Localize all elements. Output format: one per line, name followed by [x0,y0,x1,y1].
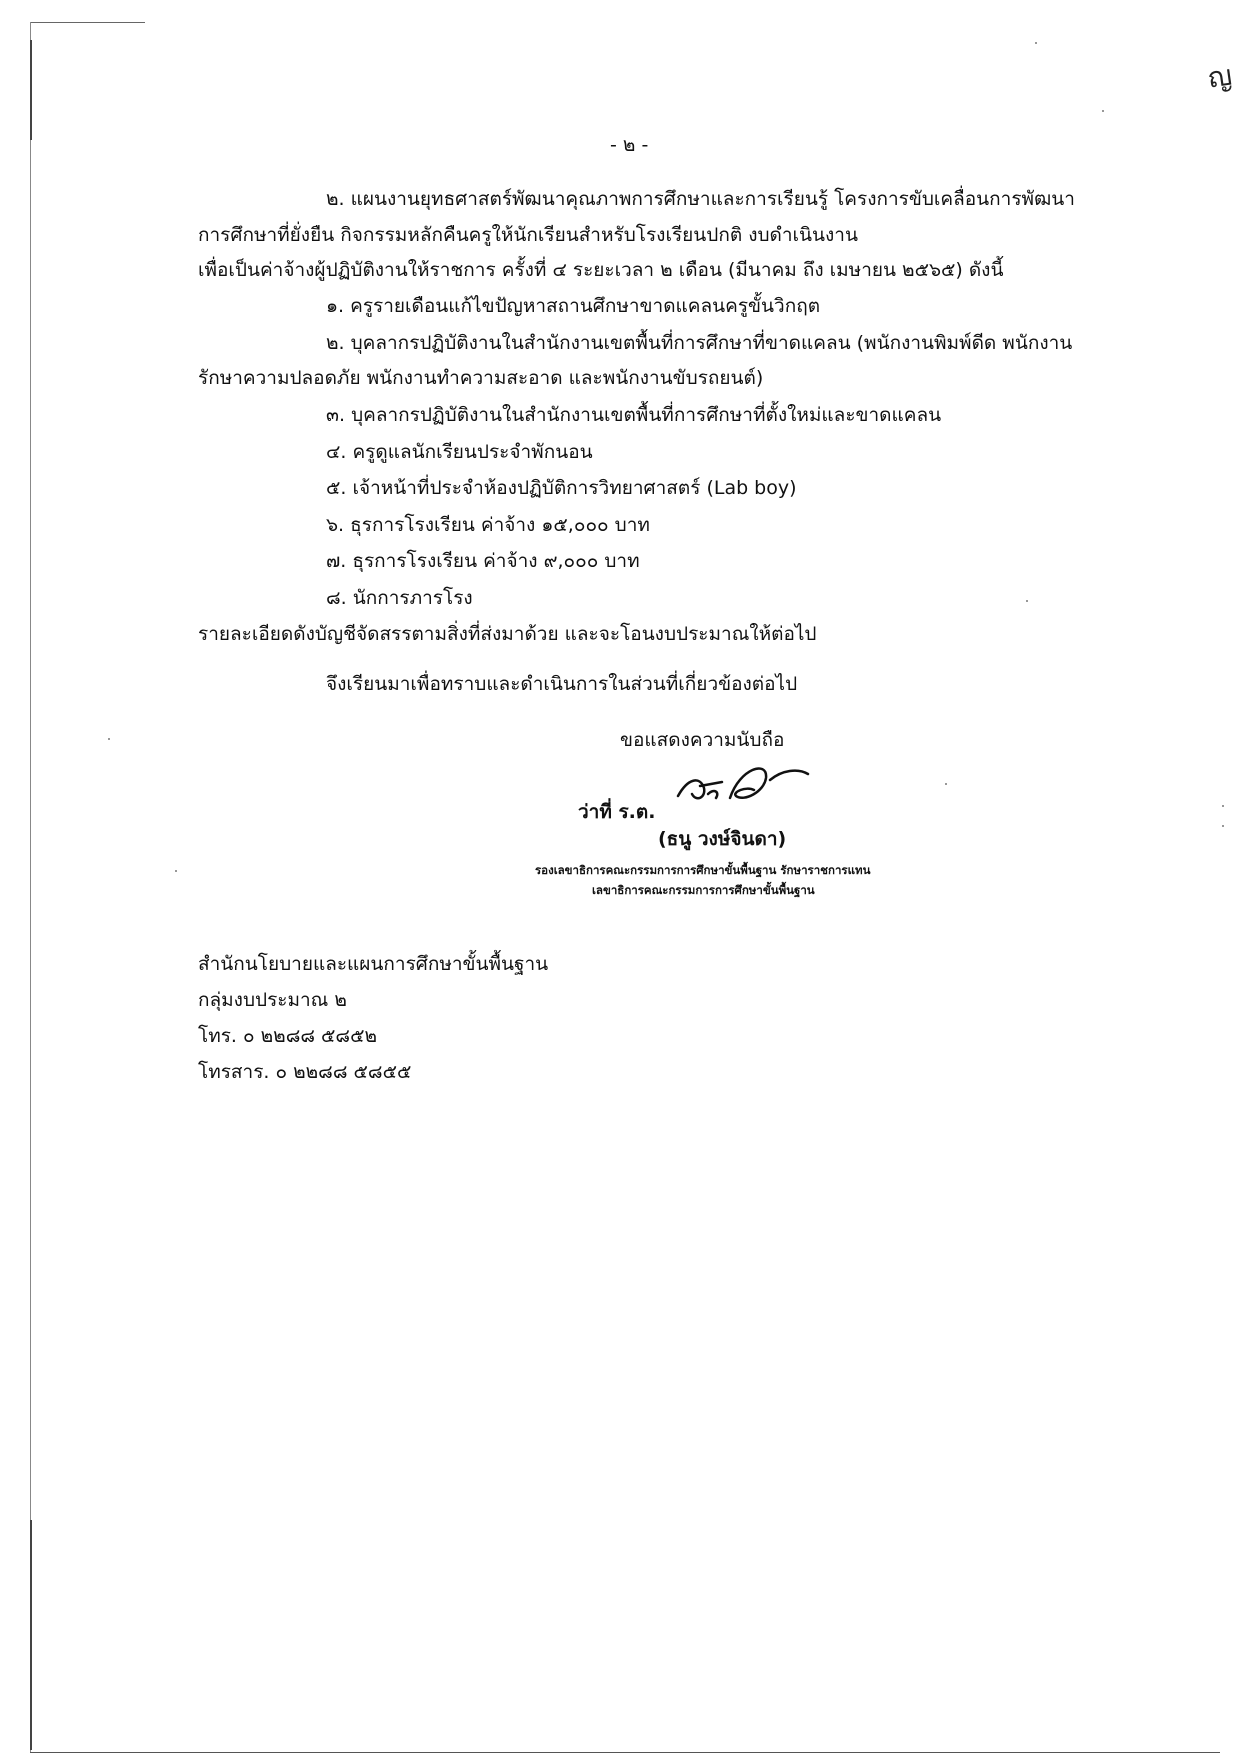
salutation: ขอแสดงความนับถือ [620,729,785,751]
footer-group: กลุ่มงบประมาณ ๒ [198,989,347,1011]
closing-request: จึงเรียนมาเพื่อทราบและดำเนินการในส่วนที่เกี่ยวข้องต่อไป [326,673,798,695]
handwritten-signature [670,758,820,818]
scan-speck [1035,42,1037,44]
page-number: - ๒ - [610,134,649,156]
list-item: ๔. ครูดูแลนักเรียนประจำพักนอน [326,441,593,463]
body-intro-line-3: เพื่อเป็นค่าจ้างผู้ปฏิบัติงานให้ราชการ ครั้งที่ ๔ ระยะเวลา ๒ เดือน (มีนาคม ถึง เมษายน ๒๕๖๕) ดังนี้ [198,259,1004,281]
scan-edge-left [30,22,31,1752]
footer-phone: โทร. ๐ ๒๒๘๘ ๕๘๕๒ [198,1025,377,1047]
footer-fax: โทรสาร. ๐ ๒๒๘๘ ๕๘๕๕ [198,1061,412,1083]
scan-speck [108,738,110,740]
scan-edge-top [30,22,145,23]
list-item: ๖. ธุรการโรงเรียน ค่าจ้าง ๑๕,๐๐๐ บาท [326,514,650,536]
list-item: ๕. เจ้าหน้าที่ประจำห้องปฏิบัติการวิทยาศาสตร์ (Lab boy) [326,477,797,499]
scan-speck [945,783,947,785]
details-note: รายละเอียดดังบัญชีจัดสรรตามสิ่งที่ส่งมาด้วย และจะโอนงบประมาณให้ต่อไป [198,623,817,645]
scan-speck [1222,825,1224,827]
handwritten-corner-mark: ญ [1205,58,1234,95]
list-item: ๓. บุคลากรปฏิบัติงานในสำนักงานเขตพื้นที่การศึกษาที่ตั้งใหม่และขาดแคลน [326,404,942,426]
scan-edge-left-mark-lower [30,1520,32,1750]
list-item: ๒. บุคลากรปฏิบัติงานในสำนักงานเขตพื้นที่การศึกษาที่ขาดแคลน (พนักงานพิมพ์ดีด พนักงาน [326,332,1073,354]
scan-speck [1102,110,1104,112]
signer-prefix: ว่าที่ ร.ต. [578,801,656,823]
scan-speck [175,870,177,872]
scan-edge-left-mark [30,40,32,140]
list-item-continuation: รักษาความปลอดภัย พนักงานทำความสะอาด และพนักงานขับรถยนต์) [198,367,764,389]
signer-name: (ธนู วงษ์จินดา) [658,828,787,850]
scan-speck [1222,805,1224,807]
scan-speck [1026,600,1028,602]
signer-position-line-2: เลขาธิการคณะกรรมการการศึกษาขั้นพื้นฐาน [592,883,815,897]
list-item: ๗. ธุรการโรงเรียน ค่าจ้าง ๙,๐๐๐ บาท [326,550,640,572]
body-intro-line-2: การศึกษาที่ยั่งยืน กิจกรรมหลักคืนครูให้นักเรียนสำหรับโรงเรียนปกติ งบดำเนินงาน [198,224,858,246]
list-item: ๘. นักการภารโรง [326,587,473,609]
body-intro-line-1: ๒. แผนงานยุทธศาสตร์พัฒนาคุณภาพการศึกษาและการเรียนรู้ โครงการขับเคลื่อนการพัฒนา [326,188,1075,210]
scan-edge-bottom [30,1752,1220,1753]
footer-office: สำนักนโยบายและแผนการศึกษาขั้นพื้นฐาน [198,953,549,975]
list-item: ๑. ครูรายเดือนแก้ไขปัญหาสถานศึกษาขาดแคลนครูขั้นวิกฤต [326,295,821,317]
signer-position-line-1: รองเลขาธิการคณะกรรมการการศึกษาขั้นพื้นฐาน รักษาราชการแทน [535,863,871,877]
